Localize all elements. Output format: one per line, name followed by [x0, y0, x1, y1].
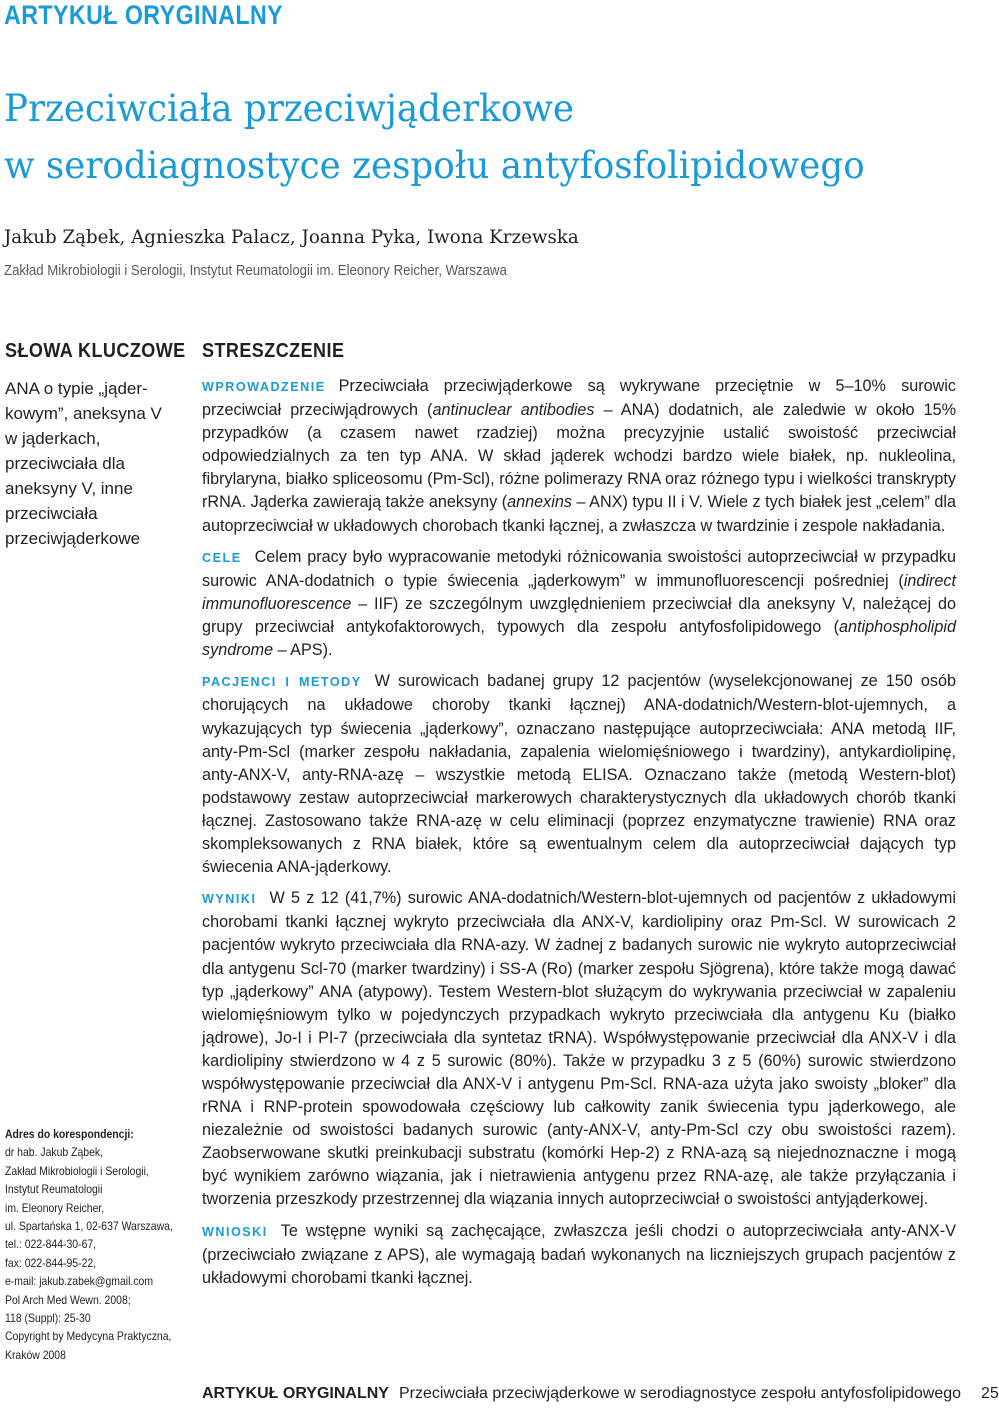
- keywords-line: w jąderkach,: [5, 429, 101, 448]
- footer-running-title: Przeciwciała przeciwjąderkowe w serodiagnostyce zespołu antyfosfolipidowego: [398, 1385, 962, 1402]
- correspondence-line: dr hab. Jakub Ząbek,: [5, 1146, 104, 1160]
- correspondence-line: Copyright by Medycyna Praktyczna,: [5, 1330, 172, 1344]
- aims-text: – IIF) ze szczególnym uwzględnieniem przeciwciał dla aneksyny V, należącej do grupy przeciwciał antykofaktorowych, typowych dla zespołu antyfosfolipidowego (: [202, 594, 956, 637]
- methods-label: PACJENCI I METODY: [202, 675, 362, 690]
- correspondence-line: im. Eleonory Reicher,: [5, 1201, 105, 1215]
- correspondence-line: Kraków 2008: [5, 1348, 66, 1362]
- abstract-heading: STRESZCZENIE: [202, 340, 345, 362]
- conclusions-label: WNIOSKI: [202, 1224, 268, 1239]
- aims-label: CELE: [202, 550, 242, 565]
- correspondence-label: Adres do korespondencji:: [5, 1128, 134, 1141]
- abstract-results: [202, 887, 956, 1211]
- intro-term: antinuclear antibodies: [432, 401, 595, 420]
- page-number: 25: [981, 1385, 999, 1402]
- keywords-line: ANA o typie „jąder-: [5, 379, 148, 398]
- methods-text: W surowicach badanej grupy 12 pacjentów (wyselekcjonowanej ze 150 osób chorujących na układowe choroby tkanki łącznej) ANA-dodatnich/Western-blot-ujemnych, a wykazujących typ świecenia „jąderkowy”, oznaczano następujące autoprzeciwciała: ANA metodą IIF, anty-Pm-Scl (marker zespołu nakładania, zapalenia wielomięśniowego i twardziny), antykardiolipinę, anty-ANX-V, anty-RNA-azę – wszystkie metodą ELISA. Oznaczano także (metodą Western-blot) podstawowy zestaw autoprzeciwciał markerowych charakterystycznych dla układowych chorób tkanki łącznej. Zastosowano także RNA-azę w celu eliminacji (poprzez enzymatyczne trawienie) RNA oraz skompleksowanych z RNA białek, które są ewentualnym celem dla autoprzeciwciał dających typ świecenia ANA-jąderkowy.: [202, 672, 957, 877]
- keywords-line: aneksyny V, inne: [5, 479, 133, 498]
- keywords-line: przeciwciała: [5, 504, 98, 523]
- keywords-line: przeciwjąderkowe: [5, 529, 141, 548]
- abstract-intro: [202, 375, 956, 538]
- abstract-methods: [202, 670, 956, 879]
- keywords-line: przeciwciała dla: [5, 454, 125, 473]
- intro-label: WPROWADZENIE: [202, 380, 326, 394]
- results-label: WYNIKI: [202, 892, 257, 907]
- aims-term: antiphospholipid syndrome: [202, 618, 956, 660]
- affiliation: Zakład Mikrobiologii i Serologii, Instytut Reumatologii im. Eleonory Reicher, Warszawa: [4, 262, 507, 279]
- article-title: [4, 80, 930, 194]
- correspondence-line: Instytut Reumatologii: [5, 1183, 103, 1197]
- correspondence-line: Pol Arch Med Wewn. 2008;: [5, 1293, 131, 1307]
- article-title-line-1: Przeciwciała przeciwjąderkowe: [4, 87, 575, 130]
- page-footer: [202, 1385, 999, 1403]
- correspondence-line: Zakład Mikrobiologii i Serologii,: [5, 1164, 149, 1178]
- aims-text: – APS).: [273, 641, 333, 660]
- keywords-heading: SŁOWA KLUCZOWE: [5, 340, 186, 362]
- correspondence-line: ul. Spartańska 1, 02-637 Warszawa,: [5, 1220, 173, 1234]
- correspondence-line: fax: 022-844-95-22,: [5, 1256, 97, 1270]
- footer-section-label: ARTYKUŁ ORYGINALNY: [202, 1385, 389, 1402]
- correspondence-email[interactable]: e-mail: jakub.zabek@gmail.com: [5, 1275, 154, 1289]
- abstract-body: [202, 375, 956, 1290]
- results-text: W 5 z 12 (41,7%) surowic ANA-dodatnich/Western-blot-ujemnych od pacjentów z układowymi chorobami tkanki łącznej wykryto przeciwciała dla ANX-V, kardiolipiny oraz Pm-Scl. W surowicach 2 pacjentów wykryto przeciwciała dla RNA-azy. W żadnej z badanych surowic nie wykryto autoprzeciwciał dla antygenu Scl-70 (marker twardziny) i SS-A (Ro) (marker zespołu Sjögrena), które także mogą dawać typ „jąderkowy” ANA (atypowy). Testem Western-blot służącym do wykrywania przeciwciał w zapaleniu wielomięśniowym tylko w pojedynczych przypadkach wykryto przeciwciała dla antygenu Ku (białko jądrowe), Jo-I i PI-7 (przeciwciała dla syntetaz tRNA). Współwystępowanie przeciwciał dla ANX-V i dla kardiolipiny stwierdzono w 4 z 5 surowic (80%). Także w przypadku 3 z 5 (60%) surowic stwierdzono współwystępowanie przeciwciał dla ANX-V i antygenu Pm-Scl. RNA-aza użyta jako swoisty „bloker” dla rRNA i RNP-protein spowodowała częściowy lub całkowity zanik świecenia typu jąderkowego, ale niezależnie od swoistości badanych surowic (anty-ANX-V, anty-Pm-Scl czy obu swoistości razem). Zaobserwowane skutki preinkubacji substratu (komórki Hep-2) z RNA-azą są niejednoznaczne i mogą być wynikiem zarówno wiązania, jak i nietrawienia antygenu przez RNA-azę, ale także przyłączania i tworzenia przeszkody przestrzennej dla wiązania innych autoprzeciwciał o swoistości antyjąderkowej.: [202, 889, 956, 1209]
- abstract-conclusions: [202, 1220, 956, 1290]
- author-list: Jakub Ząbek, Agnieszka Palacz, Joanna Pyka, Iwona Krzewska: [4, 226, 579, 248]
- correspondence-line: tel.: 022-844-30-67,: [5, 1238, 97, 1252]
- aims-text: Celem pracy było wypracowanie metodyki różnicowania swoistości autoprzeciwciał w przypadku surowic ANA-dodatnich o typie świecenia „jąderkowym” w immunofluorescencji pośredniej (: [202, 547, 956, 590]
- article-title-line-2: w serodiagnostyce zespołu antyfosfolipidowego: [4, 144, 865, 187]
- abstract-aims: [202, 546, 956, 662]
- intro-text: – ANA) dodatnich, ale zaledwie w około 15% przypadków (a czasem nawet rzadziej) można precyzyjnie ustalić swoistość przeciwciał odpowiedzialnych za ten typ ANA. W skład jąderek wchodzi bardzo wiele białek, np. nukleolina, fibrylaryna, białko spliceosomu (Pm-Scl), różne polimerazy RNA oraz różnego typu i wielkości transkrypty rRNA. Jąderka zawierają także aneksyny (: [202, 401, 956, 512]
- correspondence-block: [5, 1126, 195, 1365]
- keywords-line: kowym”, aneksyna V: [5, 404, 162, 423]
- aims-term: indirect immunofluorescence: [202, 571, 956, 613]
- intro-text: Przeciwciała przeciwjąderkowe są wykrywane przeciętnie w 5–10% surowic przeciwciał przeciwjądrowych (: [202, 377, 956, 420]
- correspondence-line: 118 (Suppl): 25-30: [5, 1312, 91, 1326]
- intro-text: – ANX) typu II i V. Wiele z tych białek jest „celem” dla autoprzeciwciał w układowych chorobach tkanki łącznej, a zwłaszcza w twardzinie i zespole nakładania.: [202, 493, 956, 535]
- section-label: ARTYKUŁ ORYGINALNY: [4, 0, 284, 30]
- intro-term: annexins: [507, 493, 572, 512]
- keywords-list: [5, 376, 180, 551]
- conclusions-text: Te wstępne wyniki są zachęcające, zwłaszcza jeśli chodzi o autoprzeciwciała anty-ANX-V (przeciwciało związane z APS), ale wymagają badań wykonanych na liczniejszych grupach pacjentów z układowymi chorobami tkanki łącznej.: [202, 1221, 956, 1287]
